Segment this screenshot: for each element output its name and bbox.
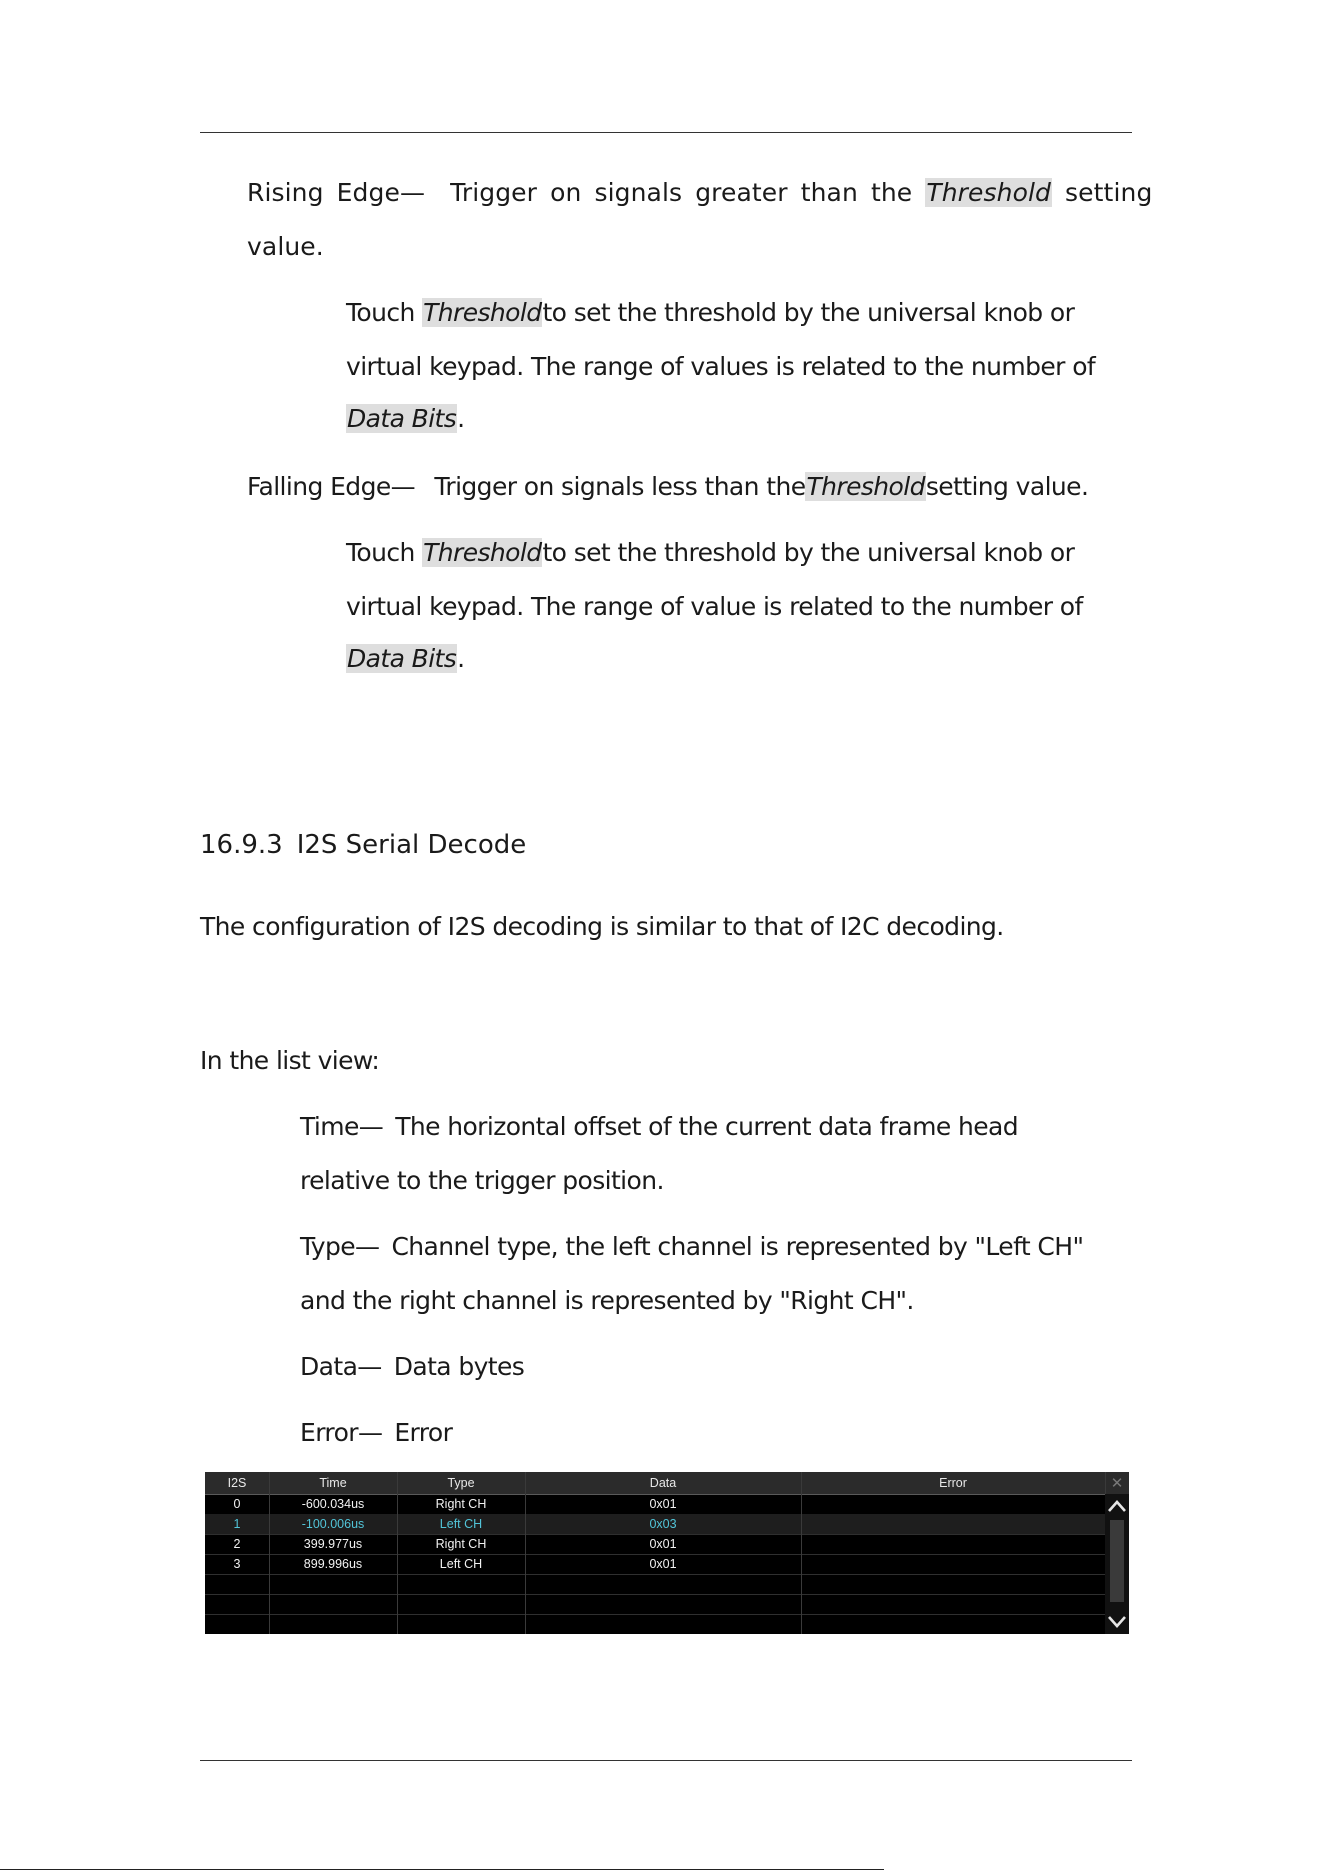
column-header-data: Data xyxy=(649,1476,677,1490)
decode-list-table xyxy=(205,1472,1129,1634)
column-header-i2s: I2S xyxy=(227,1476,247,1490)
table-row-selected[interactable]: 1 -100.006us Left CH 0x03 xyxy=(205,1514,1105,1535)
header-rule xyxy=(200,132,1132,133)
rising-sub-line1 xyxy=(346,286,1074,340)
section-heading xyxy=(200,818,526,872)
page-edge-rule xyxy=(0,1869,884,1870)
table-row[interactable]: 3 899.996us Left CH 0x01 xyxy=(205,1554,1105,1575)
falling-sub-line1 xyxy=(346,526,1074,580)
threshold-highlight: Threshold xyxy=(423,538,542,567)
rising-edge-term: Rising Edge xyxy=(247,178,400,207)
table-row-empty xyxy=(205,1594,1105,1615)
rising-edge-text-after: setting xyxy=(1065,178,1153,207)
table-header xyxy=(205,1472,1129,1495)
table-row-empty xyxy=(205,1574,1105,1595)
chevron-up-icon[interactable] xyxy=(1107,1498,1127,1514)
scrollbar-thumb[interactable] xyxy=(1110,1520,1124,1602)
rising-sub-rest: to set the threshold by the universal knob or xyxy=(542,298,1075,327)
data-definition: Data— Data bytes xyxy=(300,1352,525,1381)
table-row[interactable]: 2 399.977us Right CH 0x01 xyxy=(205,1534,1105,1555)
column-divider xyxy=(269,1472,270,1634)
data-term: Data xyxy=(300,1352,358,1381)
error-term: Error xyxy=(300,1418,358,1447)
chevron-down-icon[interactable] xyxy=(1107,1614,1127,1630)
column-divider xyxy=(801,1472,802,1634)
falling-sub-rest: to set the threshold by the universal knob or xyxy=(542,538,1075,567)
threshold-highlight: Threshold xyxy=(926,178,1051,207)
time-definition-line2: relative to the trigger position. xyxy=(300,1166,664,1195)
threshold-highlight: Threshold xyxy=(423,298,542,327)
time-term: Time xyxy=(300,1112,359,1141)
touch-word: Touch xyxy=(346,538,415,567)
rising-edge-continuation: value. xyxy=(247,232,324,261)
dash: — xyxy=(399,178,426,207)
falling-edge-term: Falling Edge xyxy=(247,472,391,501)
column-header-type: Type xyxy=(447,1476,475,1490)
rising-sub-line2: virtual keypad. The range of values is related to the number of xyxy=(346,352,1096,381)
time-definition-line1: Time— The horizontal offset of the current data frame head xyxy=(300,1112,1019,1141)
falling-sub-line3: Data Bits. xyxy=(347,644,465,673)
section-title: I2S Serial Decode xyxy=(296,830,527,860)
rising-edge-text: Trigger on signals greater than the xyxy=(450,178,913,207)
close-icon[interactable]: ✕ xyxy=(1110,1474,1124,1492)
falling-edge-text-after: setting value. xyxy=(925,472,1089,501)
data-bits-highlight: Data Bits xyxy=(347,404,457,433)
falling-sub-line2: virtual keypad. The range of value is related to the number of xyxy=(346,592,1083,621)
threshold-highlight: Threshold xyxy=(806,472,925,501)
dash: — xyxy=(390,472,416,501)
data-bits-highlight: Data Bits xyxy=(347,644,457,673)
list-view-intro: In the list view: xyxy=(200,1046,380,1075)
column-divider xyxy=(397,1472,398,1634)
column-header-time: Time xyxy=(319,1476,347,1490)
column-header-error: Error xyxy=(939,1476,967,1490)
column-divider xyxy=(525,1472,526,1634)
type-term: Type xyxy=(300,1232,356,1261)
intro-paragraph: The configuration of I2S decoding is similar to that of I2C decoding. xyxy=(200,912,1004,941)
rising-edge-line xyxy=(247,166,1152,220)
touch-word: Touch xyxy=(346,298,415,327)
table-row[interactable]: 0 -600.034us Right CH 0x01 xyxy=(205,1494,1105,1515)
rising-sub-line3: Data Bits. xyxy=(347,404,465,433)
footer-rule xyxy=(200,1760,1132,1761)
error-definition: Error— Error xyxy=(300,1418,453,1447)
section-number: 16.9.3 xyxy=(200,830,283,860)
falling-edge-line xyxy=(247,460,1088,514)
falling-edge-text: Trigger on signals less than the xyxy=(434,472,806,501)
type-definition-line1: Type— Channel type, the left channel is represented by "Left CH" xyxy=(300,1232,1084,1261)
type-definition-line2: and the right channel is represented by "Right CH". xyxy=(300,1286,914,1315)
